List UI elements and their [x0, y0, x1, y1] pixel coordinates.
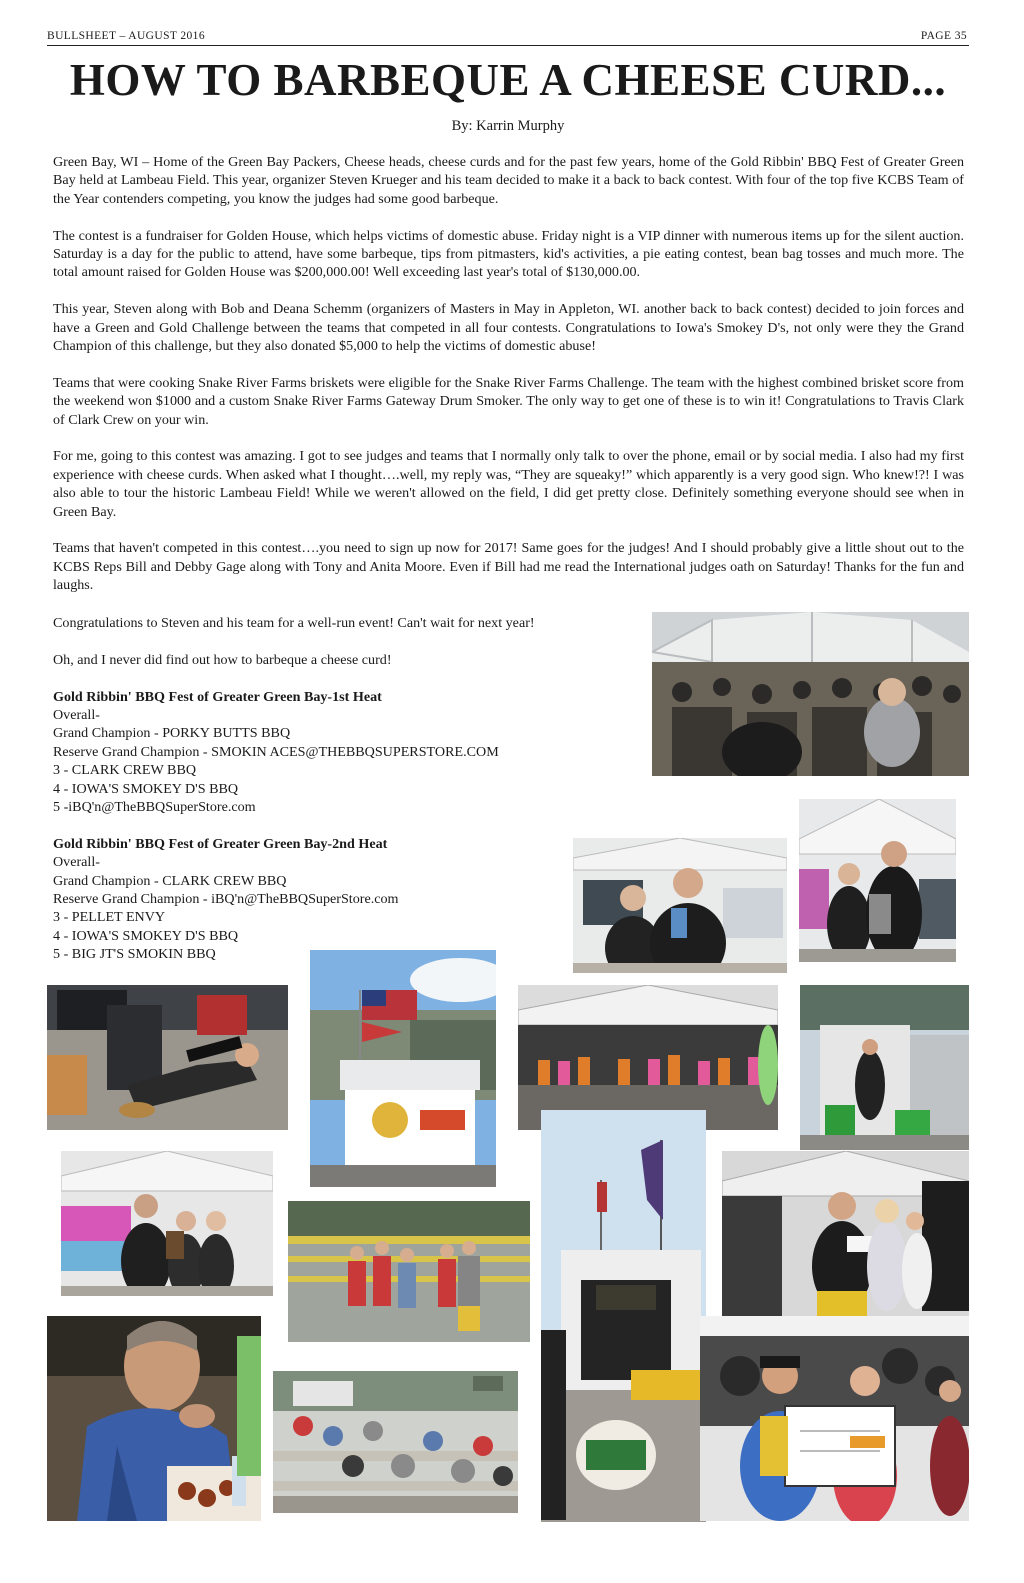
- results-section: [53, 614, 573, 982]
- paragraph: Teams that were cooking Snake River Farms briskets were eligible for the Snake River Farms Challenge. The team with the highest combined brisket score from the weekend won $1000 and a custom Snake River Farms Gateway Drum Smoker. The only way to get one of these is to win it! Congratulations to Travis Clark of Clark Crew on your win.: [53, 374, 964, 428]
- results-item: 3 - CLARK CREW BBQ: [53, 762, 197, 779]
- photo-judges-at-tables: [273, 1371, 518, 1513]
- paragraph: This year, Steven along with Bob and Deana Schemm (organizers of Masters in May in Appleton, WI. another back to back contest) decided to join forces and have a Green and Gold Challenge between the teams that competed in all four contests. Congratulations to Iowa's Smokey D's, not only were they the Grand Champion of this challenge, but they also donated $5,000 to help the victims of domestic abuse!: [53, 301, 964, 355]
- closing-line: Congratulations to Steven and his team for a well-run event! Can't wait for next year!: [53, 615, 535, 631]
- results-overall: Overall-: [53, 707, 100, 723]
- results-block-heat-2: [53, 835, 573, 964]
- photo-team-in-stadium: [288, 1201, 530, 1342]
- results-item: Reserve Grand Champion - SMOKIN ACES@THEBBQSUPERSTORE.COM: [53, 743, 499, 760]
- results-item: 4 - IOWA'S SMOKEY D'S BBQ: [53, 780, 239, 797]
- closing-line: Oh, and I never did find out how to barbeque a cheese curd!: [53, 651, 392, 668]
- photo-trailer-with-smokers: [800, 985, 969, 1150]
- page-number: PAGE 35: [920, 30, 967, 42]
- header-rule: [47, 45, 969, 46]
- results-item: 5 - BIG JT'S SMOKIN BBQ: [53, 946, 216, 963]
- paragraph: Teams that haven't competed in this contest….you need to sign up now for 2017! Same goes for the judges! And I should probably give a little shout out to the KCBS Reps Bill and Debby Gage along with Tony and Anita Moore. Even if Bill had me read the International judges oath on Saturday! Thanks for the fun and laughs.: [53, 540, 964, 594]
- results-item: Grand Champion - CLARK CREW BBQ: [53, 872, 287, 889]
- results-item: 3 - PELLET ENVY: [53, 909, 166, 926]
- results-heading: Gold Ribbin' BBQ Fest of Greater Green Bay-2nd Heat: [53, 835, 388, 852]
- paragraph: Green Bay, WI – Home of the Green Bay Packers, Cheese heads, cheese curds and for the past few years, home of the Gold Ribbin' BBQ Fest of Greater Green Bay held at Lambeau Field. This year, organizer Steven Krueger and his team decided to make it a back to back contest. With four of the top five KCBS Team of the Year contenders competing, you know the judges had some good barbeque.: [53, 154, 964, 207]
- photo-team-with-trophy: [799, 799, 956, 962]
- article-title: HOW TO BARBEQUE A CHEESE CURD...: [69, 55, 947, 105]
- article-body: [53, 153, 964, 613]
- photo-crowd-under-tent: [652, 612, 969, 776]
- article-byline: By: Karrin Murphy: [451, 118, 565, 134]
- paragraph: For me, going to this contest was amazing. I got to see judges and teams that I normally only talk to over the phone, email or by social media. I also had my first experience with cheese curds. When asked what I thought….well, my reply was, “They are squeaky!” which apparently is a very good sign. Who knew!?! I was also able to tour the historic Lambeau Field! While we weren't allowed on the field, I did get pretty close. Definitely something everyone should see when in Green Bay.: [53, 448, 964, 520]
- photo-winner-with-pageant-queen: [722, 1151, 969, 1316]
- photo-trailer-with-flags: [541, 1110, 706, 1522]
- results-block-heat-1: [53, 688, 573, 817]
- results-item: Reserve Grand Champion - iBQ'n@TheBBQSuperStore.com: [53, 891, 399, 908]
- photo-winner-with-big-check: [700, 1316, 969, 1521]
- results-item: Grand Champion - PORKY BUTTS BBQ: [53, 725, 291, 742]
- photo-kids-on-stage: [518, 985, 778, 1130]
- photo-flag-on-trailer: [310, 950, 496, 1187]
- photo-man-in-lawn-chair: [47, 985, 288, 1130]
- photo-team-with-plaque: [61, 1151, 273, 1296]
- publication-name: BULLSHEET – AUGUST 2016: [47, 30, 205, 42]
- photo-award-presentation: [573, 838, 787, 973]
- results-item: 4 - IOWA'S SMOKEY D'S BBQ: [53, 927, 239, 944]
- results-overall: Overall-: [53, 854, 100, 871]
- paragraph: The contest is a fundraiser for Golden House, which helps victims of domestic abuse. Friday night is a VIP dinner with numerous items up for the silent auction. Saturday is a day for the public to attend, have some barbeque, tips from pitmasters, kid's activities, a pie eating contest, bean bag tosses and much more. The total amount raised for Golden House was $200,000.00! Well exceeding last year's total of $130,000.00.: [53, 227, 964, 281]
- results-heading: Gold Ribbin' BBQ Fest of Greater Green Bay-1st Heat: [53, 688, 382, 705]
- photo-man-eating-bbq: [47, 1316, 261, 1521]
- results-item: 5 -iBQ'n@TheBBQSuperStore.com: [53, 799, 256, 816]
- results-list: [53, 724, 573, 816]
